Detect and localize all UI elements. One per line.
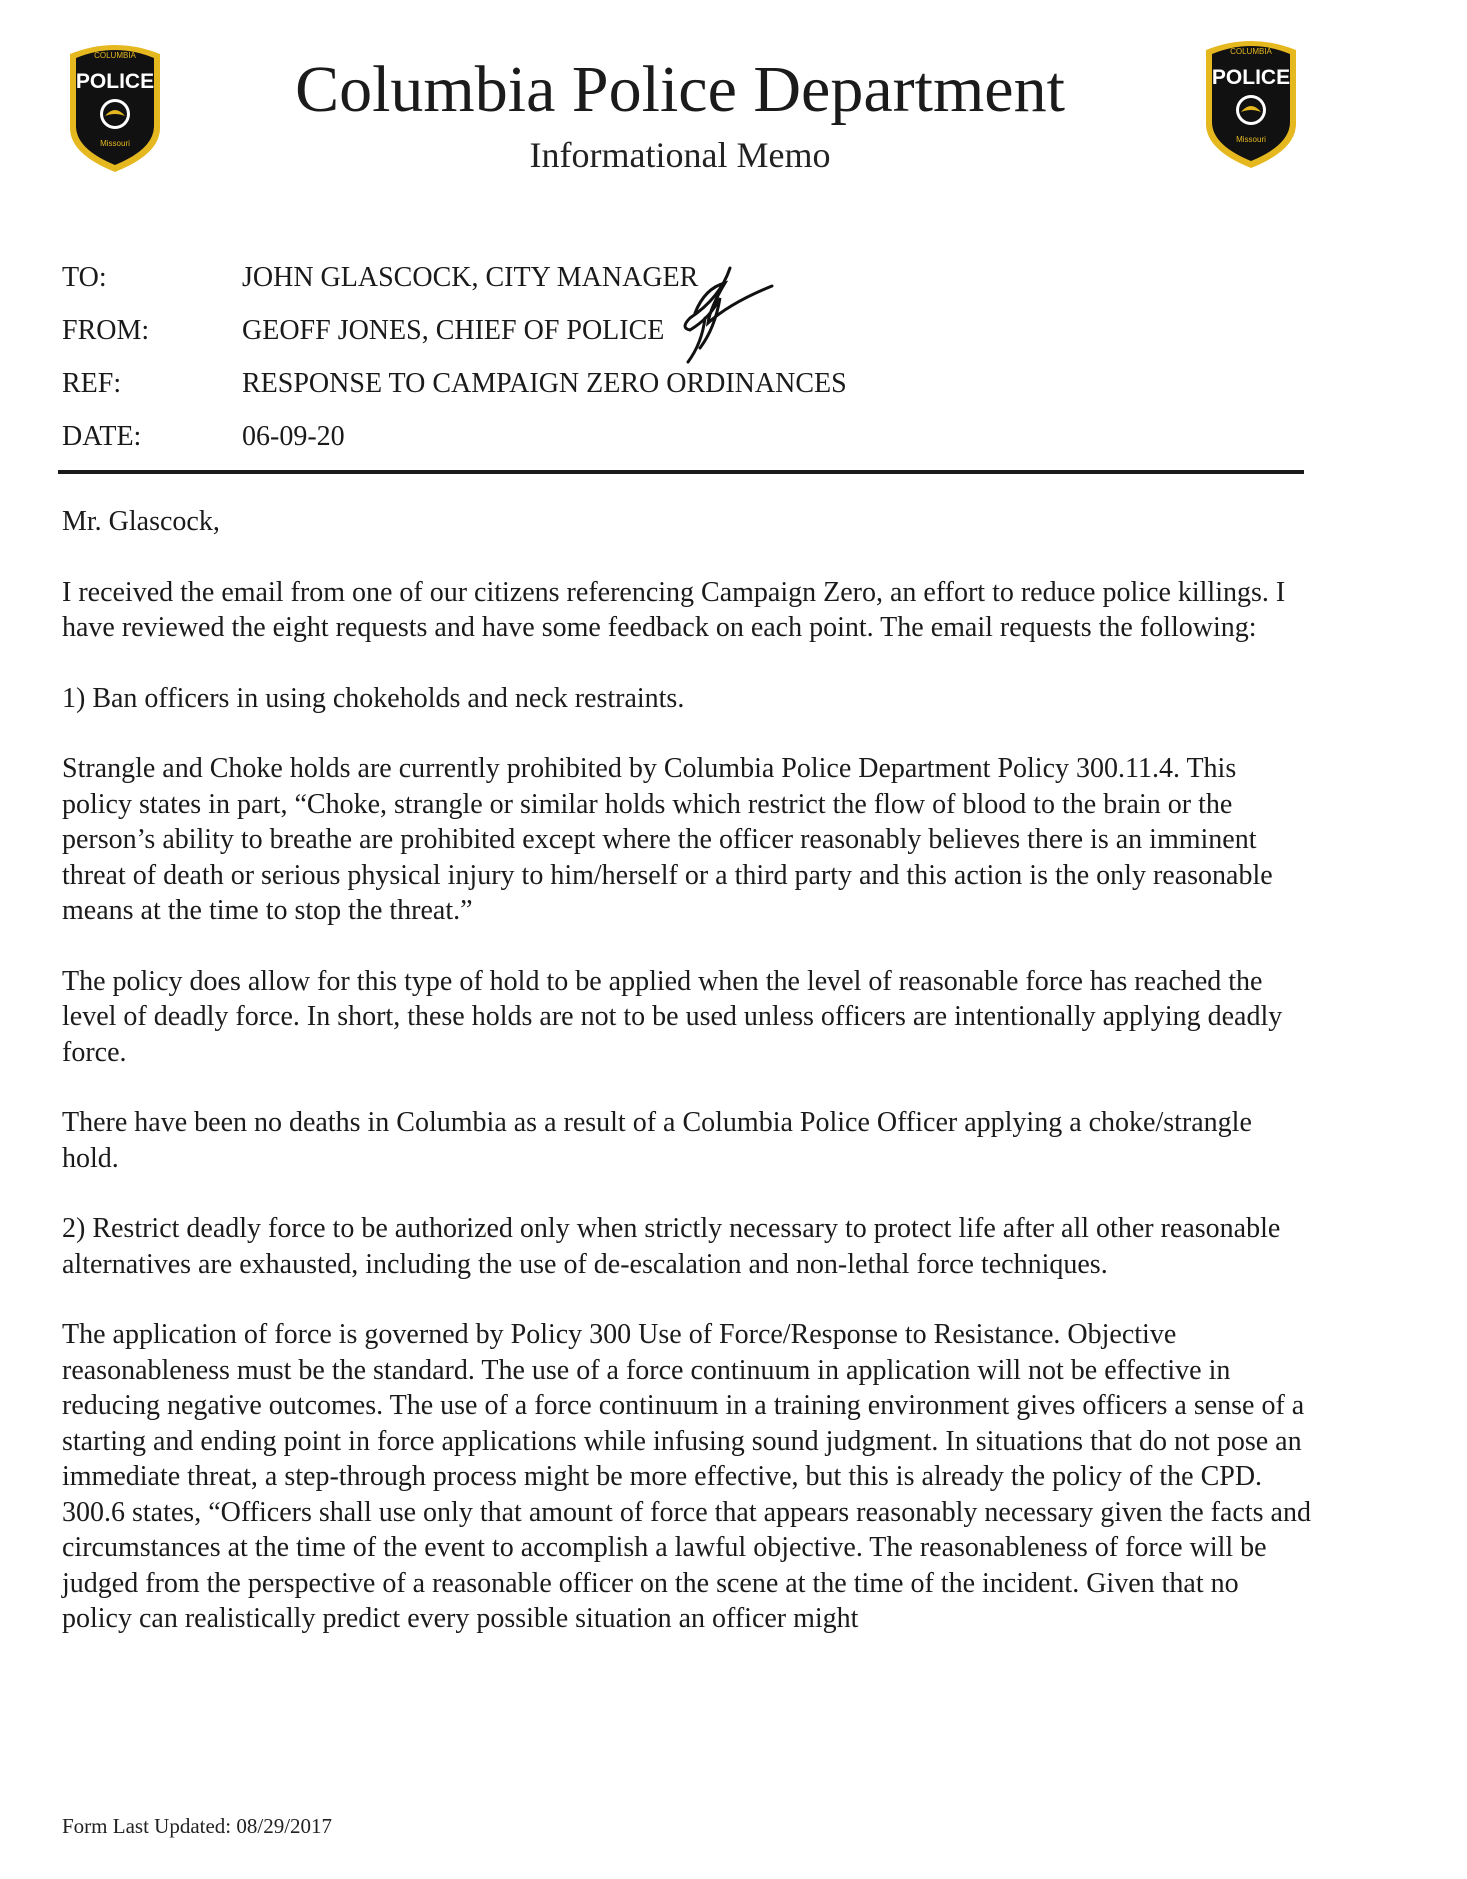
memo-field-value: 06-09-20 <box>242 421 345 452</box>
memo-field-value: RESPONSE TO CAMPAIGN ZERO ORDINANCES <box>242 368 847 399</box>
badge-main-text: POLICE <box>75 70 155 93</box>
memo-field-value: JOHN GLASCOCK, CITY MANAGER <box>242 262 699 293</box>
form-last-updated: Form Last Updated: 08/29/2017 <box>62 1814 333 1838</box>
police-badge-logo-right <box>1196 32 1306 170</box>
body-paragraph: The application of force is governed by Policy 300 Use of Force/Response to Resistance. Objective reasonableness must be the standard. The use of a force continuum in application will not be effective in reducing negative outcomes. The use of a force continuum in a training environment gives officers a sense of a starting and ending point in force applications while infusing sound judgment. In situations that do not pose an immediate threat, a step-through process might be more effective, but this is already the policy of the CPD. 300.6 states, “Officers shall use only that amount of force that appears reasonably necessary given the facts and circumstances at the time of the event to accomplish a lawful objective. The reasonableness of force will be judged from the perspective of a reasonable officer on the scene at the time of the incident. Given that no policy can realistically predict every possible situation an officer might <box>62 1319 1311 1634</box>
body-paragraph: The policy does allow for this type of hold to be applied when the level of reasonable force has reached the level of deadly force. In short, these holds are not to be used unless officers are intentionally applying deadly force. <box>62 965 1283 1068</box>
memo-field-value: GEOFF JONES, CHIEF OF POLICE <box>242 315 665 346</box>
body-paragraph: Strangle and Choke holds are currently prohibited by Columbia Police Department Policy 300.11.4. This policy states in part, “Choke, strangle or similar holds which restrict the flow of blood to the brain or the person’s ability to breathe are prohibited except where the officer reasonably believes there is an imminent threat of death or serious physical injury to him/herself or a third party and this action is the only reasonable means at the time to stop the threat.” <box>62 753 1273 926</box>
badge-main-text: POLICE <box>1211 66 1291 89</box>
body-paragraph: There have been no deaths in Columbia as a result of a Columbia Police Officer applying a choke/strangle hold. <box>62 1107 1252 1174</box>
request-item-1: 1) Ban officers in using chokeholds and neck restraints. <box>62 682 685 714</box>
badge-top-text: COLUMBIA <box>1230 47 1272 56</box>
request-item-2: 2) Restrict deadly force to be authorized only when strictly necessary to protect life after all other reasonable alternatives are exhausted, including the use of de-escalation and non-lethal force techniques. <box>62 1213 1281 1280</box>
badge-bottom-text: Missouri <box>1236 135 1266 144</box>
memo-field-label: FROM: <box>62 315 150 346</box>
salutation: Mr. Glascock, <box>62 506 220 537</box>
memo-field-label: DATE: <box>62 421 142 452</box>
badge-top-text: COLUMBIA <box>94 51 136 60</box>
page-title: Columbia Police Department <box>295 53 1065 126</box>
intro-paragraph: I received the email from one of our citizens referencing Campaign Zero, an effort to reduce police killings. I have reviewed the eight requests and have some feedback on each point. The email requests the following: <box>62 576 1286 643</box>
signature-initials <box>660 258 780 368</box>
header-divider <box>58 470 1304 474</box>
memo-field-label: TO: <box>62 262 107 293</box>
badge-bottom-text: Missouri <box>100 139 130 148</box>
signature-icon <box>660 258 780 368</box>
memo-field-label: REF: <box>62 368 122 399</box>
badge-emblem-icon <box>1196 32 1306 170</box>
memo-body <box>62 504 1312 1672</box>
page-subtitle: Informational Memo <box>529 135 831 175</box>
